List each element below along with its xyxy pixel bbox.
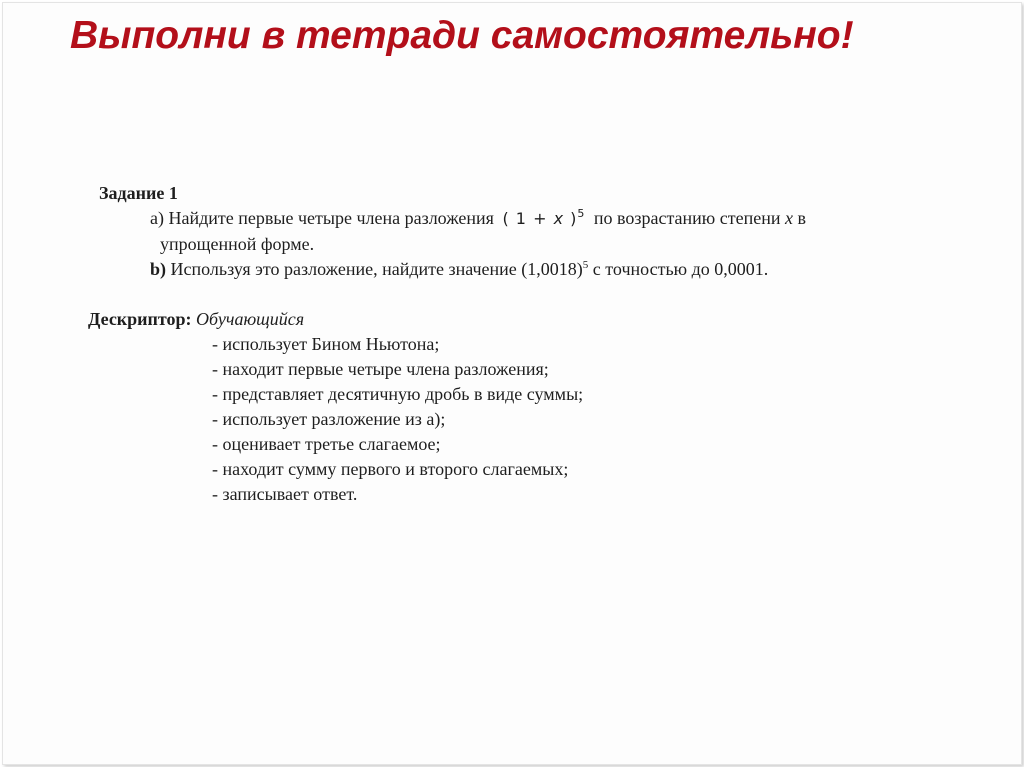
descriptor-item: - находит сумму первого и второго слагаемых; xyxy=(212,459,569,479)
task-item-b-letter: b) xyxy=(150,259,167,279)
descriptor-label: Дескриптор: xyxy=(88,309,192,329)
task-item-a-continuation: упрощенной форме. xyxy=(160,234,315,254)
task-item-a-tail: в xyxy=(792,208,806,228)
task-item-a-prefix: а) Найдите первые четыре члена разложения xyxy=(150,208,494,228)
descriptor-item: - находит первые четыре члена разложения; xyxy=(212,359,549,379)
formula-close: ) xyxy=(564,209,578,228)
slide-title: Выполни в тетради самостоятельно! xyxy=(70,14,854,57)
descriptor-heading xyxy=(88,308,304,330)
descriptor-item: - записывает ответ. xyxy=(212,484,358,504)
descriptor-item: - представляет десятичную дробь в виде суммы; xyxy=(212,384,584,404)
task-item-a xyxy=(150,207,806,230)
descriptor-item: - использует разложение из а); xyxy=(212,409,446,429)
descriptor-role: Обучающийся xyxy=(196,309,305,329)
binomial-formula xyxy=(502,209,585,228)
task-heading: Задание 1 xyxy=(99,183,178,203)
formula-open: ( 1 + xyxy=(502,209,554,228)
descriptor-item: - использует Бином Ньютона; xyxy=(212,334,440,354)
descriptor-item: - оценивает третье слагаемое; xyxy=(212,434,441,454)
formula-variable: x xyxy=(553,209,565,228)
task-item-b-tail: с точностью до 0,0001. xyxy=(588,259,769,279)
task-item-b-text: Используя это разложение, найдите значение (1,0018) xyxy=(166,259,583,279)
formula-exponent: 5 xyxy=(577,207,586,220)
task-item-a-var: x xyxy=(784,208,793,228)
task-item-b-exponent: 5 xyxy=(582,259,589,271)
task-item-b xyxy=(150,258,768,280)
task-item-a-mid: по возрастанию степени xyxy=(593,208,781,228)
descriptor-list xyxy=(212,332,583,507)
